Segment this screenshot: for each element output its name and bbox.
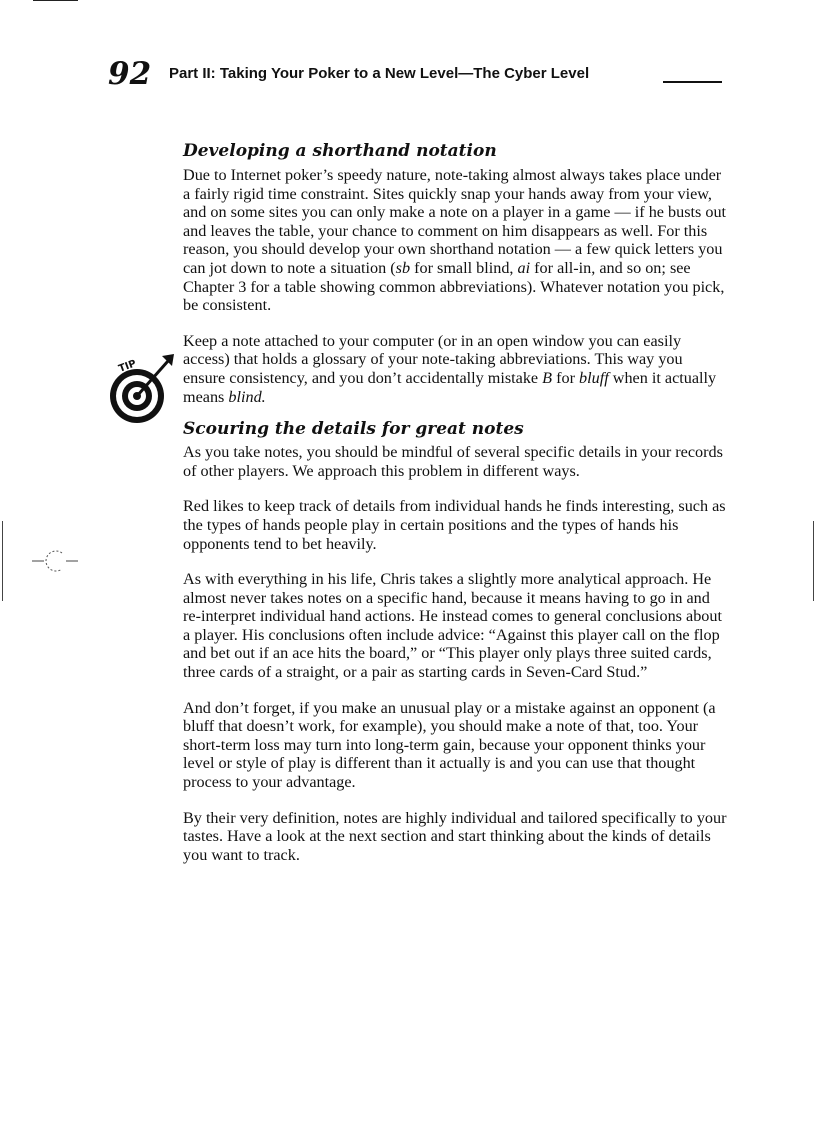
section-heading-shorthand: Developing a shorthand notation xyxy=(183,141,497,161)
header-rule xyxy=(663,81,722,83)
paragraph: As you take notes, you should be mindful of several specific details in your records of other players. We approach this problem in different ways. xyxy=(183,443,723,480)
crop-mark-right xyxy=(813,521,814,601)
section-heading-scouring: Scouring the details for great notes xyxy=(183,419,524,440)
page-number: 92 xyxy=(108,56,152,92)
page-content xyxy=(183,138,728,864)
registration-mark xyxy=(30,547,80,575)
paragraph: By their very definition, notes are highly individual and tailored specifically to your tastes. Have a look at the next section and start thinking about the kinds of details you want to track. xyxy=(183,808,727,864)
tip-icon-label: TIP xyxy=(117,358,138,375)
paragraph: As with everything in his life, Chris takes a slightly more analytical approach. He almost never takes notes on a specific hand, because it means having to go in and re-interpret individual hand actions. He instead comes to general conclusions about a player. His conclusions often include advice: “Against this player call on the flop and bet out if an ace hits the board,” or “This player only plays three suited cards, three cards of a straight, or a pair as starting cards in Seven-Card Stud.” xyxy=(183,570,722,682)
page-header xyxy=(108,56,722,92)
tip-paragraph: Keep a note attached to your computer (or in an open window you can easily access) that holds a glossary of your note-taking abbreviations. This way you ensure consistency, and you don’t accidentally mistake B for bluff when it actually means blind. xyxy=(183,331,717,406)
crop-mark-top xyxy=(33,0,78,1)
running-head: Part II: Taking Your Poker to a New Level—The Cyber Level xyxy=(169,65,590,82)
paragraph: And don’t forget, if you make an unusual play or a mistake against an opponent (a bluff that doesn’t work, for example), you should make a note of that, too. Your short-term loss may turn into long-term gain, because your opponent thinks your level or style of play is different than it actually is and you can use that thought process to your advantage. xyxy=(183,698,716,792)
tip-target-icon xyxy=(104,352,176,434)
paragraph-shorthand: Due to Internet poker’s speedy nature, note-taking almost always takes place under a fairly rigid time constraint. Sites quickly snap your hands away from your view, and on some sites you can only make a note on a player in a game — if he busts out and leaves the table, your chance to comment on him disappears as well. For this reason, you should develop your own shorthand notation — a few quick letters you can jot down to note a situation (sb for small blind, ai for all-in, and so on; see Chapter 3 for a table showing common abbreviations). Whatever notation you pick, be consistent. xyxy=(183,166,727,315)
crop-mark-left xyxy=(2,521,3,601)
paragraph: Red likes to keep track of details from individual hands he finds interesting, such as the types of hands people play in certain positions and the types of hands his opponents tend to bet heavily. xyxy=(183,497,726,553)
